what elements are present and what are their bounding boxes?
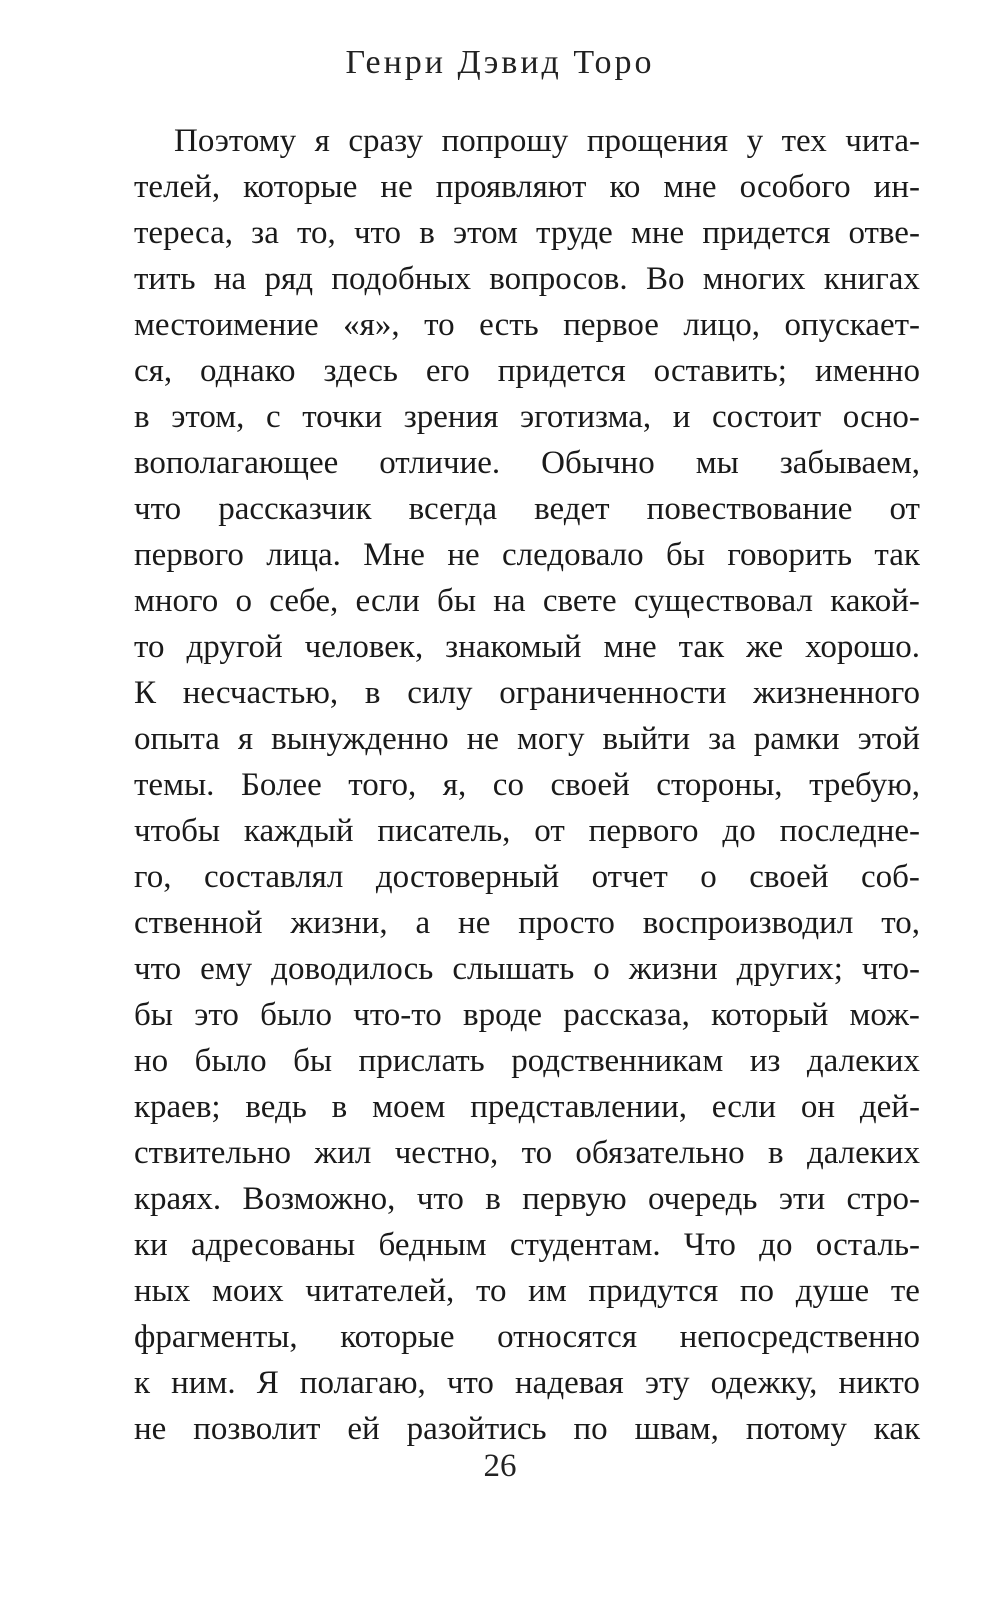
text-line: Поэтому я сразу попрошу прощения у тех чита- bbox=[174, 123, 920, 159]
body-text bbox=[134, 118, 920, 1452]
text-line: в этом, с точки зрения эготизма, и состоит осно- bbox=[134, 399, 920, 435]
text-line: ственной жизни, а не просто воспроизводил то, bbox=[134, 905, 920, 941]
text-line: тить на ряд подобных вопросов. Во многих книгах bbox=[134, 261, 920, 297]
text-line: местоимение «я», то есть первое лицо, опускает- bbox=[134, 307, 920, 343]
text-line: то другой человек, знакомый мне так же хорошо. bbox=[134, 629, 920, 665]
text-line: к ним. Я полагаю, что надевая эту одежку, никто bbox=[134, 1365, 920, 1401]
text-line: тереса, за то, что в этом труде мне придется отве- bbox=[134, 215, 920, 251]
text-line: но было бы прислать родственникам из далеких bbox=[134, 1043, 920, 1079]
text-line: не позволит ей разойтись по швам, потому как bbox=[134, 1411, 920, 1447]
text-line: краях. Возможно, что в первую очередь эти стро- bbox=[134, 1181, 920, 1217]
text-line: бы это было что-то вроде рассказа, который мож- bbox=[134, 997, 920, 1033]
text-line: чтобы каждый писатель, от первого до последне- bbox=[134, 813, 920, 849]
text-line: ствительно жил честно, то обязательно в далеких bbox=[134, 1135, 920, 1171]
text-line: опыта я вынужденно не могу выйти за рамки этой bbox=[134, 721, 920, 757]
text-line: краев; ведь в моем представлении, если он дей- bbox=[134, 1089, 920, 1125]
text-line: что ему доводилось слышать о жизни других; что- bbox=[134, 951, 920, 987]
text-line: первого лица. Мне не следовало бы говорить так bbox=[134, 537, 920, 573]
text-line: го, составлял достоверный отчет о своей соб- bbox=[134, 859, 920, 895]
text-line: телей, которые не проявляют ко мне особого ин- bbox=[134, 169, 920, 205]
text-line: ных моих читателей, то им придутся по душе те bbox=[134, 1273, 920, 1309]
text-line: вополагающее отличие. Обычно мы забываем, bbox=[134, 445, 920, 481]
text-line: много о себе, если бы на свете существовал какой- bbox=[134, 583, 920, 619]
running-head: Генри Дэвид Торо bbox=[345, 44, 655, 81]
text-line: что рассказчик всегда ведет повествование от bbox=[134, 491, 920, 527]
text-line: ся, однако здесь его придется оставить; именно bbox=[134, 353, 920, 389]
text-line: темы. Более того, я, со своей стороны, требую, bbox=[134, 767, 920, 803]
text-line: К несчастью, в силу ограниченности жизненного bbox=[134, 675, 920, 711]
text-line: фрагменты, которые относятся непосредственно bbox=[134, 1319, 920, 1355]
text-line: ки адресованы бедным студентам. Что до осталь- bbox=[134, 1227, 920, 1263]
page-number: 26 bbox=[483, 1448, 517, 1484]
